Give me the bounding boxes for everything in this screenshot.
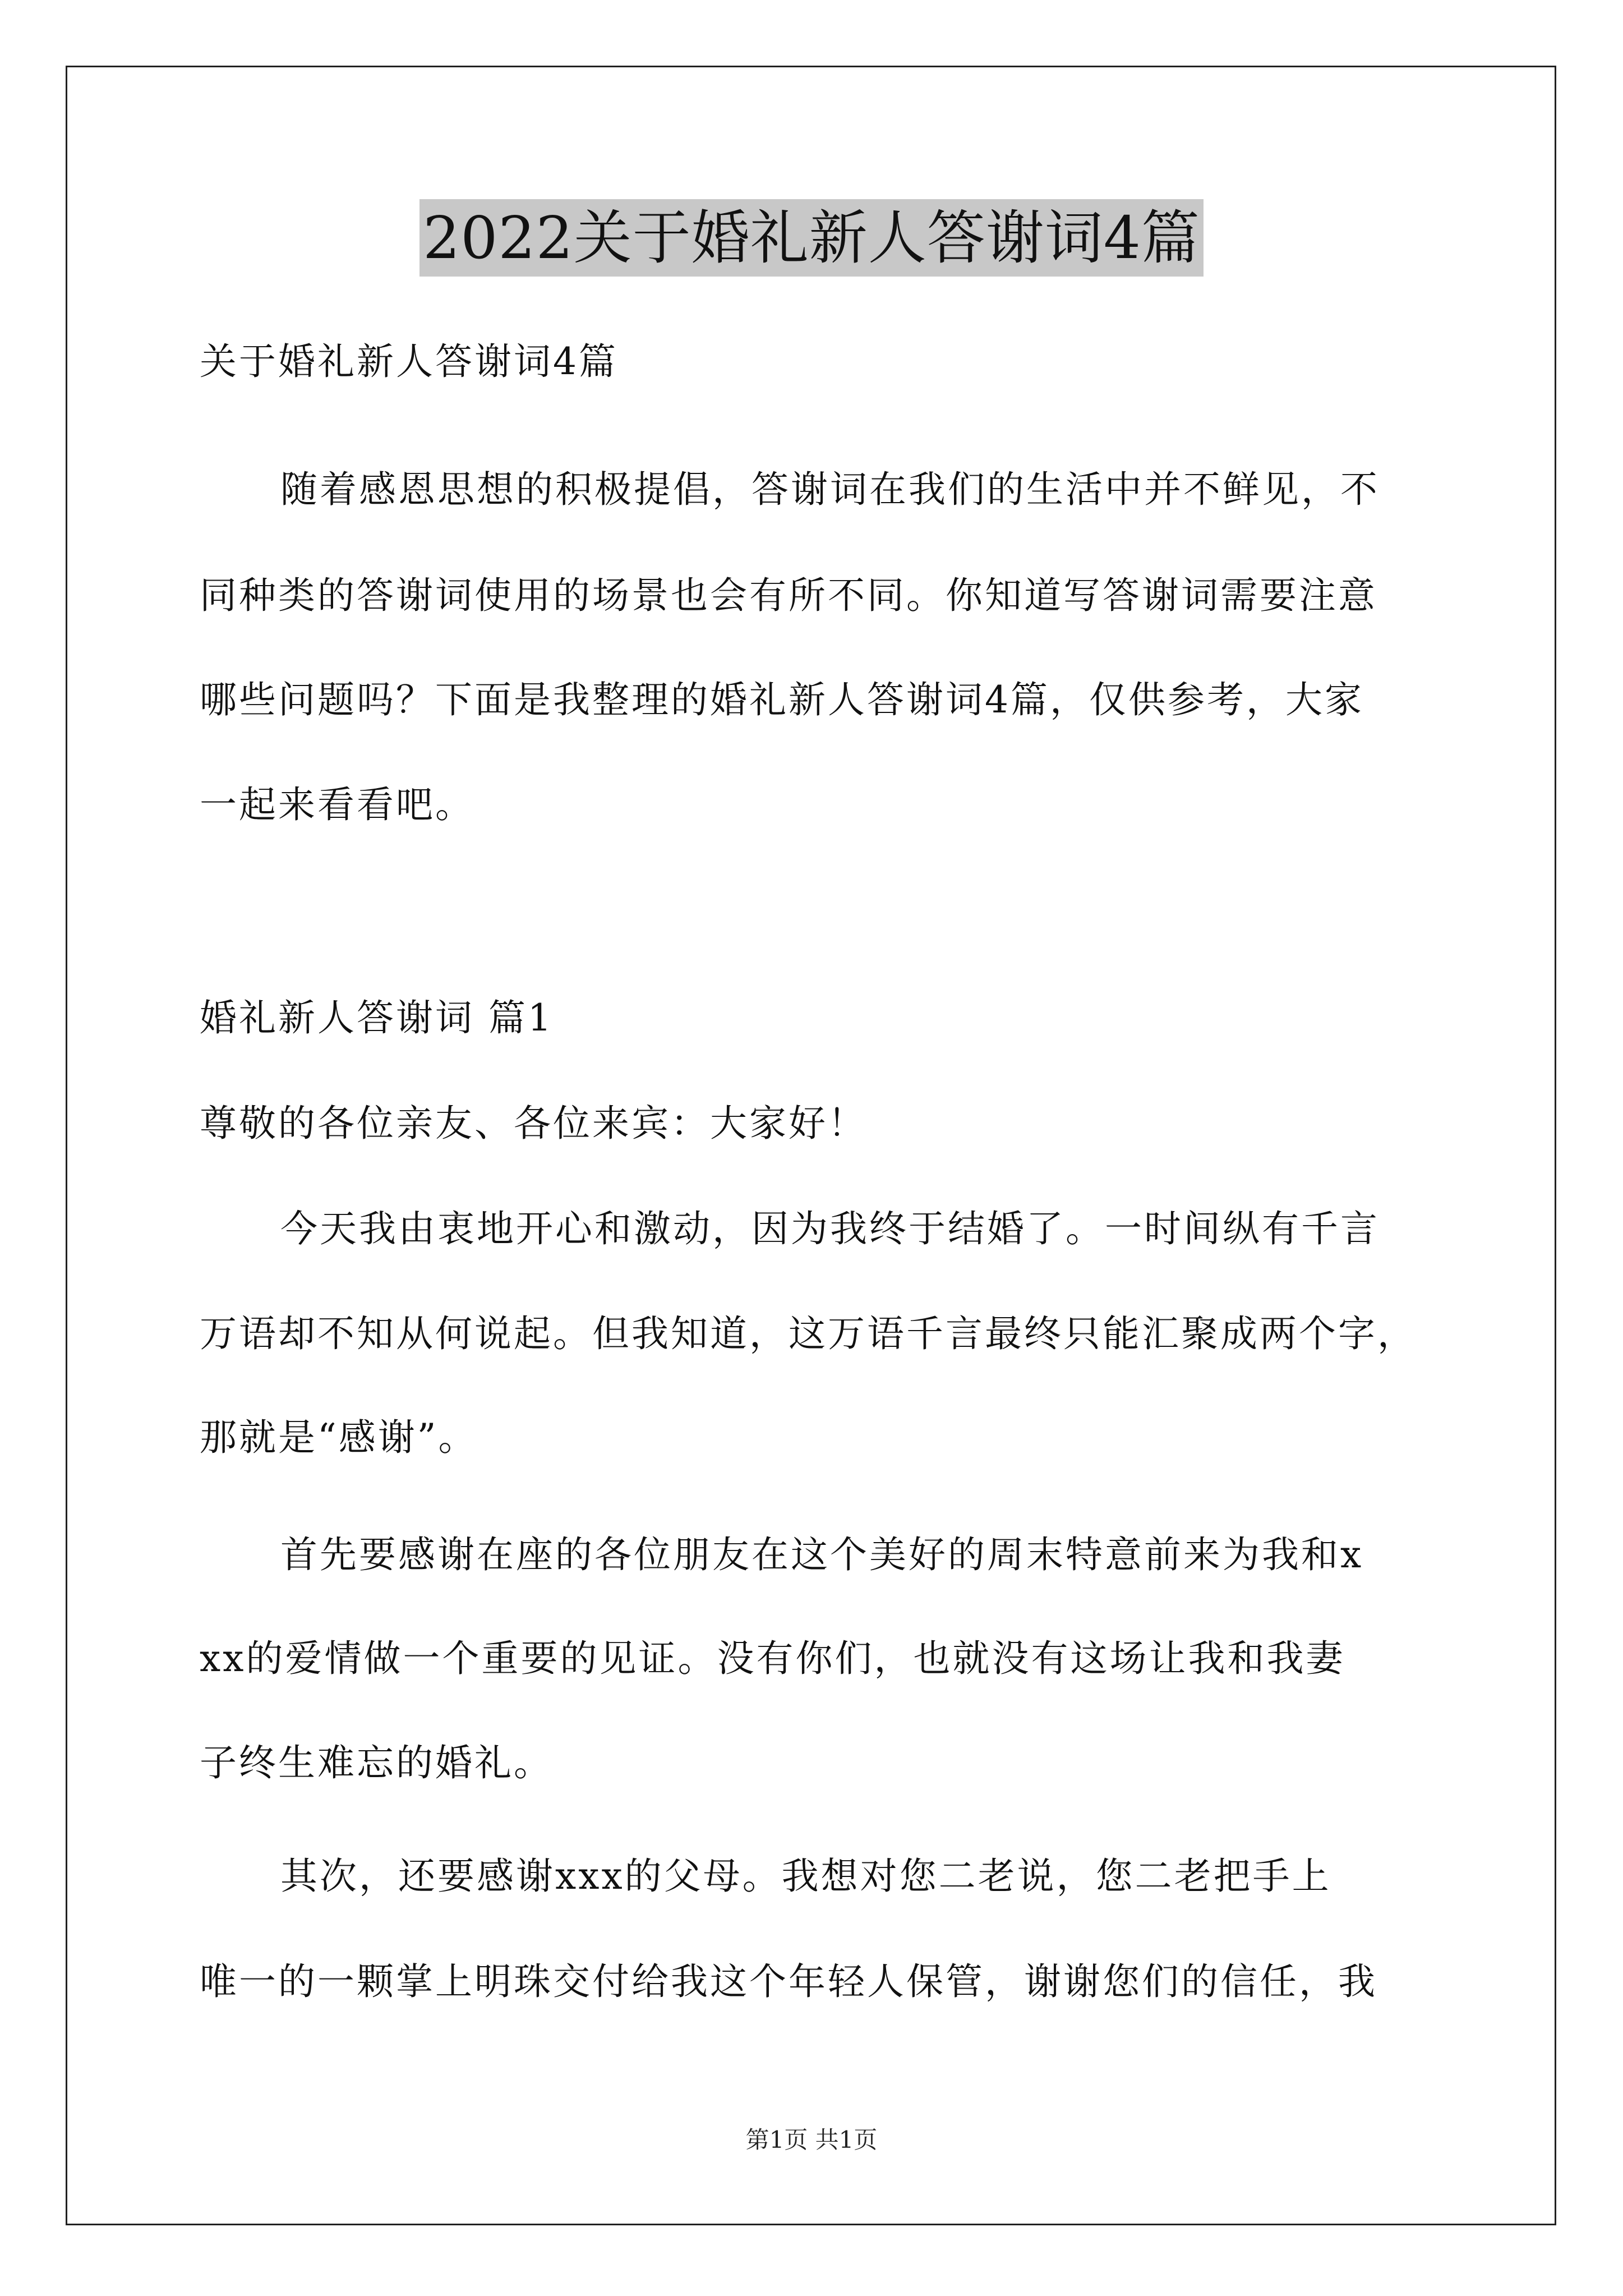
paragraph-line: 首先要感谢在座的各位朋友在这个美好的周末特意前来为我和x <box>280 1533 1364 1576</box>
paragraph-line: 唯一的一颗掌上明珠交付给我这个年轻人保管，谢谢您们的信任，我 <box>200 1960 1377 2003</box>
salutation-line: 尊敬的各位亲友、各位来宾：大家好！ <box>200 1102 867 1145</box>
document-title: 2022关于婚礼新人答谢词4篇 <box>419 199 1204 277</box>
paragraph-line: 那就是“感谢”。 <box>200 1416 478 1459</box>
paragraph-line: 哪些问题吗？下面是我整理的婚礼新人答谢词4篇，仅供参考，大家 <box>200 678 1364 721</box>
paragraph-line: 今天我由衷地开心和激动，因为我终于结婚了。一时间纵有千言 <box>280 1207 1380 1250</box>
paragraph-line: 子终生难忘的婚礼。 <box>200 1741 553 1784</box>
paragraph-line: xx的爱情做一个重要的见证。没有你们，也就没有这场让我和我妻 <box>200 1637 1345 1680</box>
subtitle-line: 关于婚礼新人答谢词4篇 <box>200 340 618 383</box>
paragraph-line: 同种类的答谢词使用的场景也会有所不同。你知道写答谢词需要注意 <box>200 574 1377 617</box>
title-container <box>0 199 1623 277</box>
page-footer: 第1页 共1页 <box>745 2126 878 2154</box>
paragraph-line: 其次，还要感谢xxx的父母。我想对您二老说，您二老把手上 <box>280 1855 1331 1898</box>
paragraph-line: 一起来看看吧。 <box>200 783 474 826</box>
section-heading: 婚礼新人答谢词 篇1 <box>200 996 554 1039</box>
paragraph-line: 随着感恩思想的积极提倡，答谢词在我们的生活中并不鲜见，不 <box>280 468 1380 511</box>
paragraph-line: 万语却不知从何说起。但我知道，这万语千言最终只能汇聚成两个字， <box>200 1312 1417 1355</box>
